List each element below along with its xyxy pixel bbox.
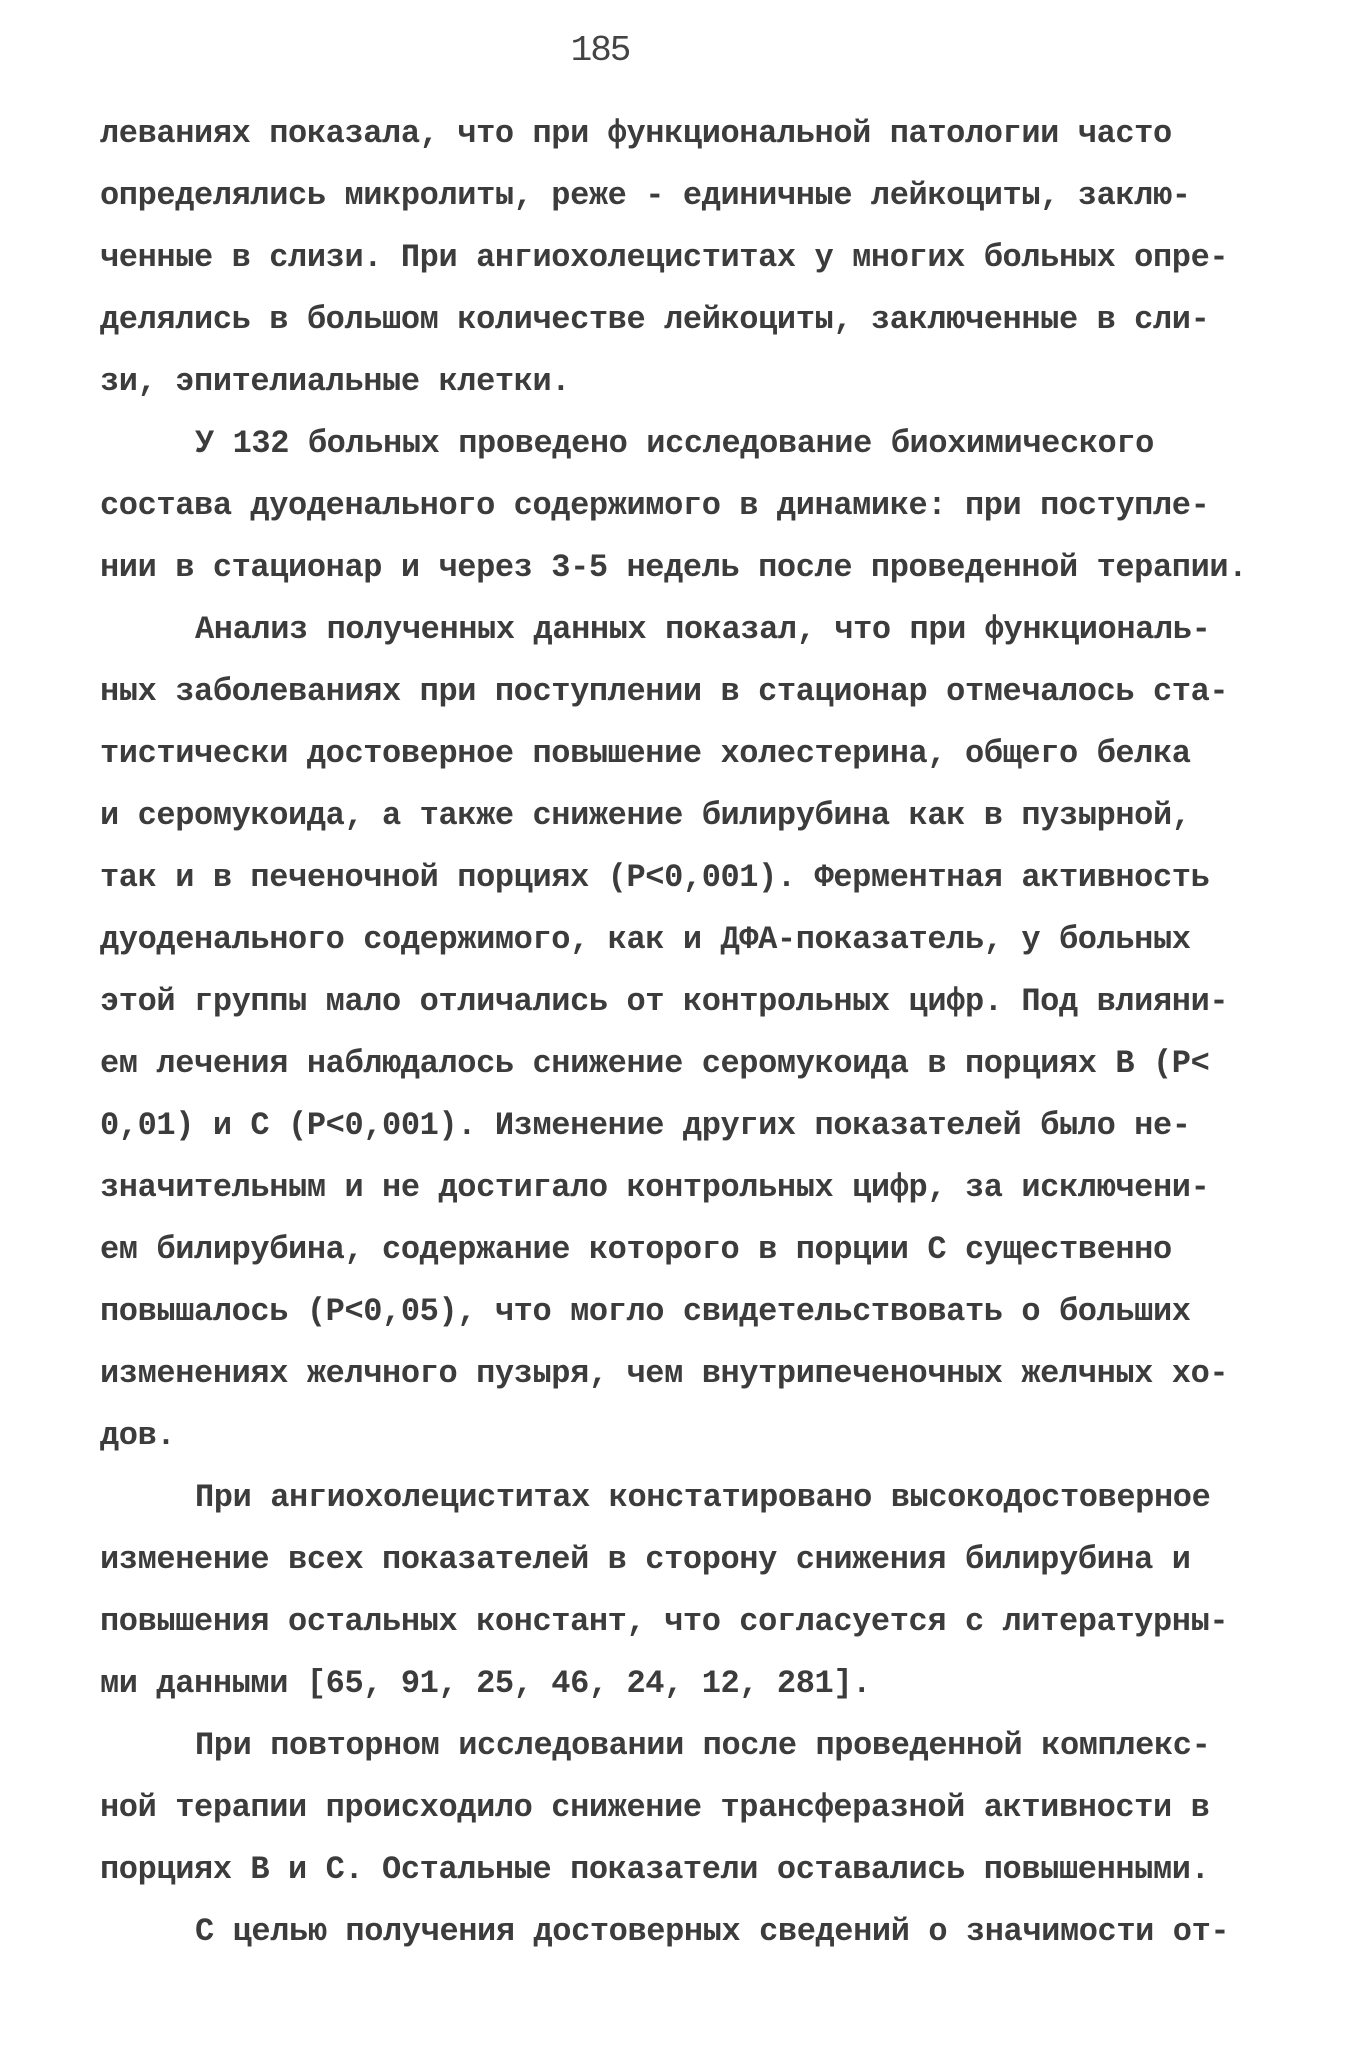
text-line: дов. (100, 1417, 176, 1454)
text-line: определялись микролиты, реже - единичные лейкоциты, заклю- (100, 177, 1191, 214)
text-line: У 132 больных проведено исследование биохимического (195, 425, 1154, 462)
text-line: зи, эпителиальные клетки. (100, 363, 571, 400)
text-line: повышалось (P<0,05), что могло свидетельствовать о больших (100, 1293, 1191, 1330)
text-line: ных заболеваниях при поступлении в стационар отмечалось ста- (100, 673, 1229, 710)
text-line: С целью получения достоверных сведений о значимости от- (195, 1913, 1230, 1950)
text-line: тистически достоверное повышение холестерина, общего белка (100, 735, 1191, 772)
text-line: делялись в большом количестве лейкоциты, заключенные в сли- (100, 301, 1210, 338)
text-line: состава дуоденального содержимого в динамике: при поступле- (100, 487, 1210, 524)
page-number: 185 (570, 30, 630, 71)
text-line: и серомукоида, а также снижение билирубина как в пузырной, (100, 797, 1191, 834)
text-line: дуоденального содержимого, как и ДФА-показатель, у больных (100, 921, 1191, 958)
text-line: повышения остальных констант, что согласуется с литературны- (100, 1603, 1229, 1640)
text-line: При повторном исследовании после проведенной комплекс- (195, 1727, 1211, 1764)
text-line: ем лечения наблюдалось снижение серомукоида в порциях В (P< (100, 1045, 1210, 1082)
text-line: ной терапии происходило снижение трансферазной активности в (100, 1789, 1210, 1826)
text-line: леваниях показала, что при функциональной патологии часто (100, 115, 1172, 152)
text-line: изменениях желчного пузыря, чем внутрипеченочных желчных хо- (100, 1355, 1229, 1392)
text-line: этой группы мало отличались от контрольных цифр. Под влияни- (100, 983, 1229, 1020)
text-line: изменение всех показателей в сторону снижения билирубина и (100, 1541, 1191, 1578)
text-line: ем билирубина, содержание которого в порции С существенно (100, 1231, 1172, 1268)
text-line: ченные в слизи. При ангиохолециститах у многих больных опре- (100, 239, 1229, 276)
text-line: значительным и не достигало контрольных цифр, за исключени- (100, 1169, 1210, 1206)
text-line: так и в печеночной порциях (P<0,001). Ферментная активность (100, 859, 1210, 896)
text-line: Анализ полученных данных показал, что при функциональ- (195, 611, 1211, 648)
text-line: 0,01) и С (P<0,001). Изменение других показателей было не- (100, 1107, 1191, 1144)
text-line: порциях В и С. Остальные показатели оставались повышенными. (100, 1851, 1210, 1888)
text-line: При ангиохолециститах констатировано высокодостоверное (195, 1479, 1211, 1516)
text-line: ми данными [65, 91, 25, 46, 24, 12, 281]. (100, 1665, 871, 1702)
text-line: нии в стационар и через 3-5 недель после проведенной терапии. (100, 549, 1247, 586)
